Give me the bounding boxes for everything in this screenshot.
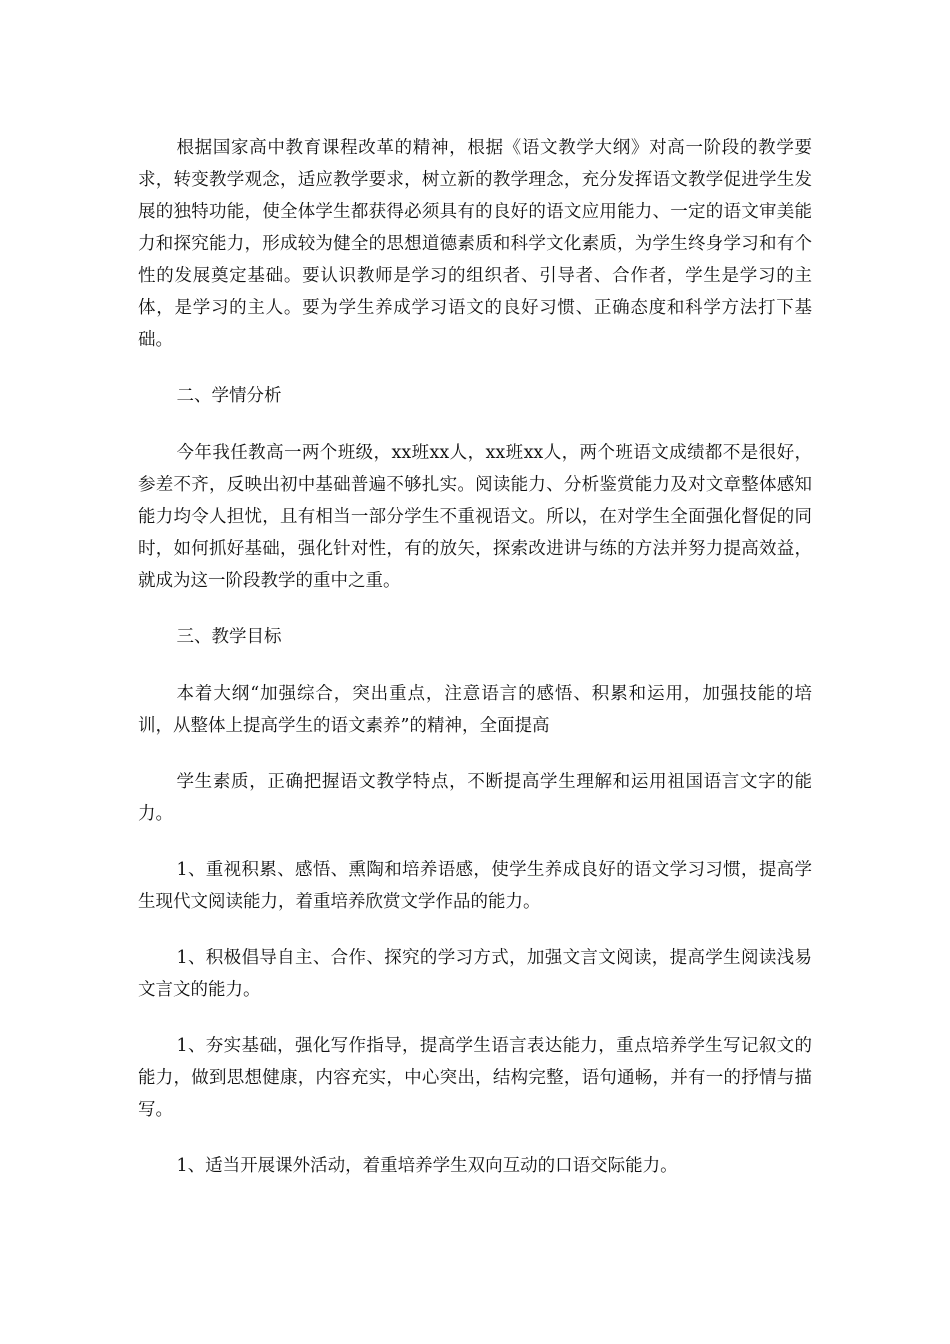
goal-item-oral-communication: 1、适当开展课外活动，着重培养学生双向互动的口语交际能力。: [176, 1156, 678, 1176]
goal-item-reading: 1、重视积累、感悟、熏陶和培养语感，使学生养成良好的语文学习习惯，提高学生现代文阅读能力，着重培养欣赏文学作品的能力。: [138, 860, 812, 912]
goal-item-writing: 1、夯实基础，强化写作指导，提高学生语言表达能力，重点培养学生写记叙文的能力，做到思想健康，内容充实，中心突出，结构完整，语句通畅，并有一的抒情与描写。: [138, 1036, 812, 1120]
learning-analysis-paragraph: 今年我任教高一两个班级，xx班xx人，xx班xx人，两个班语文成绩都不是很好，参差不齐，反映出初中基础普遍不够扎实。阅读能力、分析鉴赏能力及对文章整体感知能力均令人担忧，且有相当一部分学生不重视语文。所以，在对学生全面强化督促的同时，如何抓好基础，强化针对性，有的放矢，探索改进讲与练的方法并努力提高效益，就成为这一阶段教学的重中之重。: [138, 443, 812, 591]
document-page: [138, 132, 812, 1206]
section-heading-teaching-goals: 三、教学目标: [176, 627, 282, 647]
section-heading-learning-analysis: 二、学情分析: [176, 386, 282, 406]
intro-paragraph: 根据国家高中教育课程改革的精神，根据《语文教学大纲》对高一阶段的教学要求，转变教学观念，适应教学要求，树立新的教学理念，充分发挥语文教学促进学生发展的独特功能，使全体学生都获得必须具有的良好的语文应用能力、一定的语文审美能力和探究能力，形成较为健全的思想道德素质和科学文化素质，为学生终身学习和有个性的发展奠定基础。要认识教师是学习的组织者、引导者、合作者，学生是学习的主体，是学习的主人。要为学生养成学习语文的良好习惯、正确态度和科学方法打下基础。: [138, 138, 812, 350]
teaching-goals-continued-paragraph: 学生素质，正确把握语文教学特点，不断提高学生理解和运用祖国语言文字的能力。: [138, 772, 812, 824]
teaching-goals-paragraph: 本着大纲“加强综合，突出重点，注意语言的感悟、积累和运用，加强技能的培训，从整体上提高学生的语文素养”的精神，全面提高: [138, 684, 812, 736]
goal-item-classical-chinese: 1、积极倡导自主、合作、探究的学习方式，加强文言文阅读，提高学生阅读浅易文言文的能力。: [138, 948, 812, 1000]
